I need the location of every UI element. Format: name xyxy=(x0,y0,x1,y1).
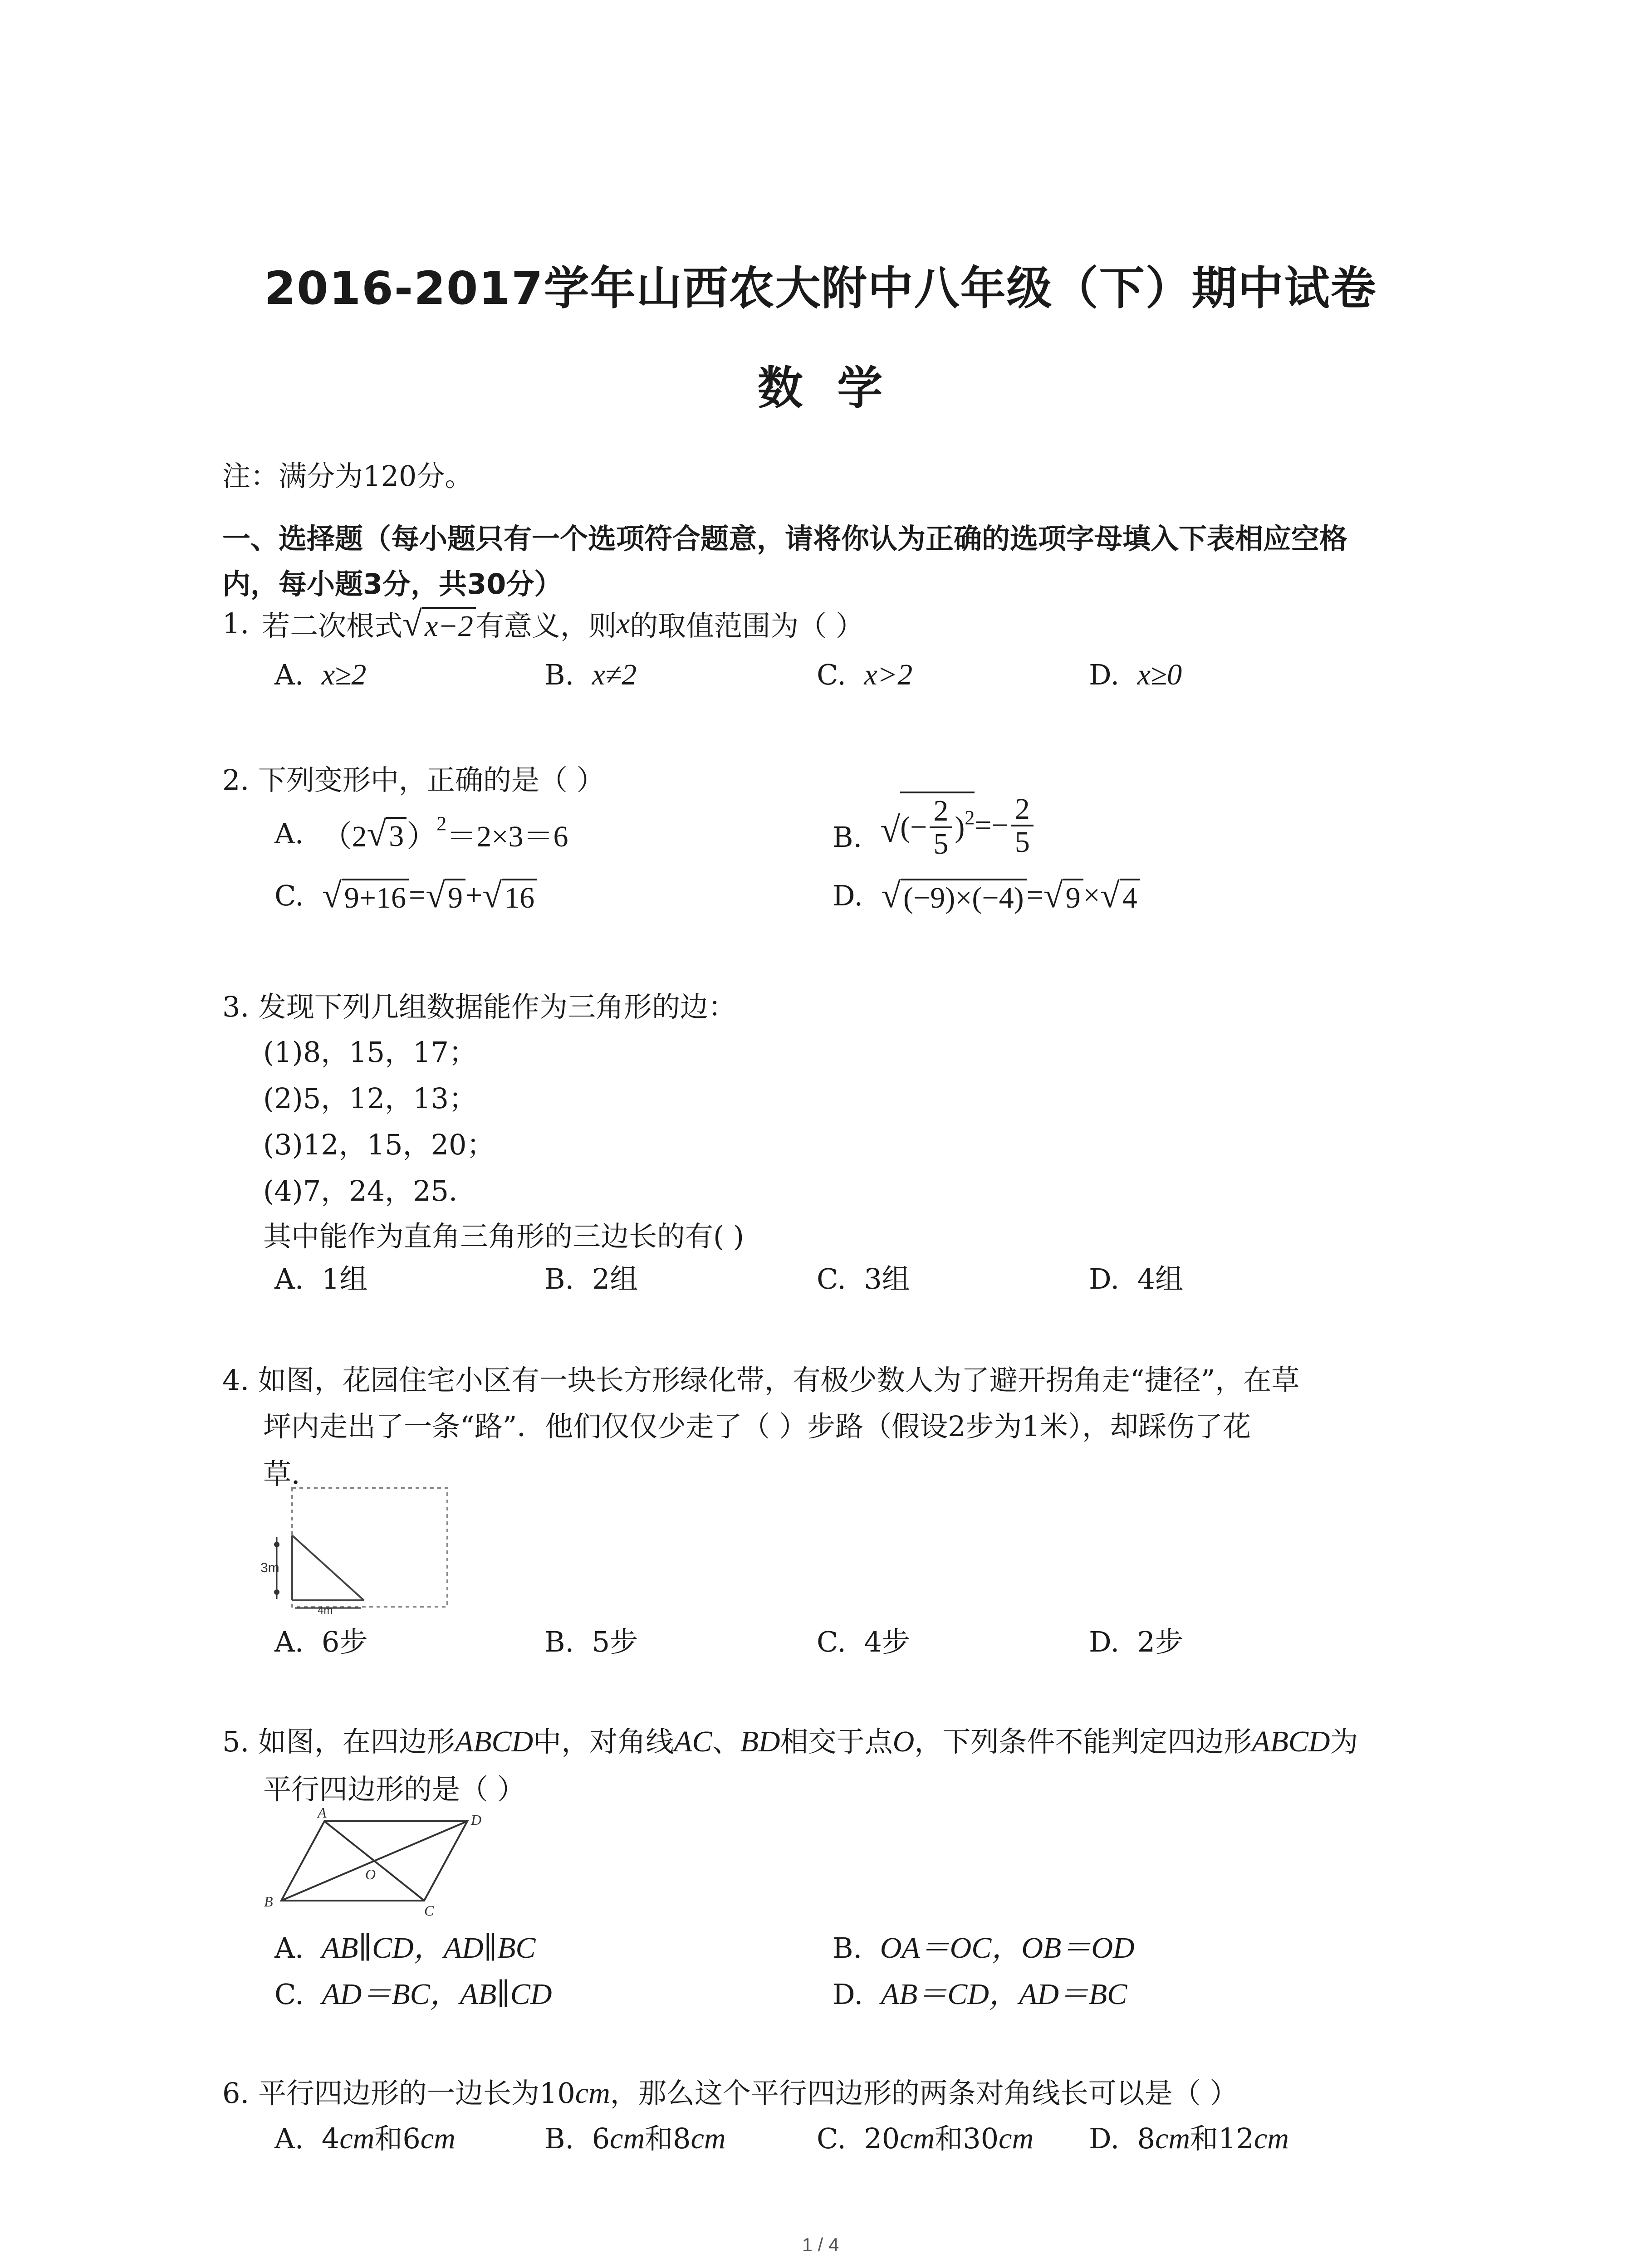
q1-var: x xyxy=(616,606,630,640)
q3-number: 3. xyxy=(222,990,250,1023)
q5-figure xyxy=(259,1804,504,1921)
q3-stem xyxy=(222,984,736,1025)
q4-line3: 草． xyxy=(263,1457,320,1491)
q4-figure xyxy=(259,1483,458,1615)
q4-option-b[interactable]: B. 5步 xyxy=(544,1625,638,1658)
q5-label-c: C xyxy=(424,1902,434,1919)
score-note: 注：满分为120分。 xyxy=(222,459,473,493)
q5-option-c[interactable]: C. AD＝BC，AB∥CD xyxy=(274,1978,552,2011)
q4-garden-rect xyxy=(292,1488,447,1607)
q3-group-4: (4)7，24，25． xyxy=(263,1174,477,1207)
q2-option-a[interactable]: A. （2 √ 3 ） $^2$ ＝2×3＝6 xyxy=(274,812,568,853)
q2-option-b[interactable]: B. √ (− $\frac{2}{5}$ ) $^2$ =− $\frac{2}{5}$ xyxy=(833,792,1036,860)
q3-question: 其中能作为直角三角形的三边长的有( ) xyxy=(263,1220,745,1253)
q1-text-c: 的取值范围为（ ） xyxy=(630,609,864,642)
q3-option-c[interactable]: C. 3组 xyxy=(817,1262,910,1295)
q2-option-d[interactable]: D. √ (−9)×(−4) = √ 9 × √ 4 xyxy=(833,878,1140,913)
q4-side-label: 3m xyxy=(260,1560,279,1575)
q4-option-d[interactable]: D. 2步 xyxy=(1089,1625,1184,1658)
subject-title: 数 学 xyxy=(757,362,884,415)
page-number: 1 / 4 xyxy=(802,2234,839,2255)
q6-number: 6. xyxy=(222,2077,250,2110)
q5-option-d[interactable]: D. AB＝CD，AD＝BC xyxy=(833,1978,1127,2011)
q5-label-o: O xyxy=(365,1866,376,1882)
q2-number: 2. xyxy=(222,763,250,797)
q3-option-b[interactable]: B. 2组 xyxy=(544,1262,638,1295)
q4-shortcut-path xyxy=(292,1535,364,1600)
q5-line2: 平行四边形的是（ ） xyxy=(263,1773,525,1806)
q4-option-c[interactable]: C. 4步 xyxy=(817,1625,910,1658)
q5-label-d: D xyxy=(471,1812,482,1828)
exam-title: 2016-2017学年山西农大附中八年级（下）期中试卷 xyxy=(264,262,1377,315)
q6-stem: 6. 平行四边形的一边长为10cm，那么这个平行四边形的两条对角线长可以是（ ） xyxy=(222,2077,1238,2110)
q1-number: 1. xyxy=(222,607,250,640)
q4-option-a[interactable]: A. 6步 xyxy=(274,1625,368,1658)
q3-option-d[interactable]: D. 4组 xyxy=(1089,1262,1184,1295)
q5-diagonal-bd xyxy=(281,1821,467,1901)
q6-option-c[interactable]: C. 20cm和30cm xyxy=(817,2122,1034,2155)
q2-option-c[interactable]: C. √ 9+16 = √ 9 + √ 16 xyxy=(274,878,537,913)
q4-number: 4. xyxy=(222,1364,250,1397)
section-heading-line1: 一、选择题（每小题只有一个选项符合题意，请将你认为正确的选项字母填入下表相应空格 xyxy=(222,522,1348,555)
q1-option-a[interactable]: A. x≥2 xyxy=(274,658,367,691)
q3-option-a[interactable]: A. 1组 xyxy=(274,1262,368,1295)
q1-radical: √ x−2 xyxy=(402,606,476,641)
q1-option-b[interactable]: B. x≠2 xyxy=(544,658,637,691)
q5-number: 5. xyxy=(222,1725,250,1758)
q1-stem xyxy=(222,603,864,644)
q2-text: 下列变形中，正确的是（ ） xyxy=(258,763,605,797)
q1-option-c[interactable]: C. x>2 xyxy=(817,658,913,691)
q6-option-b[interactable]: B. 6cm和8cm xyxy=(544,2122,726,2155)
q5-option-b[interactable]: B. OA＝OC，OB＝OD xyxy=(833,1931,1135,1965)
section-heading-line2: 内，每小题3分，共30分） xyxy=(222,567,563,601)
q1-text-a: 若二次根式 xyxy=(262,609,403,642)
q3-group-1: (1)8，15，17； xyxy=(263,1036,477,1069)
q4-bottom-label: 4m xyxy=(318,1604,333,1617)
q2-stem xyxy=(222,758,605,798)
q1-option-d[interactable]: D. x≥0 xyxy=(1089,658,1182,691)
q5-label-b: B xyxy=(264,1893,273,1910)
q1-text-b: 有意义，则 xyxy=(475,609,617,642)
q6-option-d[interactable]: D. 8cm和12cm xyxy=(1089,2122,1289,2155)
q4-line1: 4. 如图，花园住宅小区有一块长方形绿化带，有极少数人为了避开拐角走“捷径”，在草 xyxy=(222,1364,1300,1397)
q3-text: 发现下列几组数据能作为三角形的边： xyxy=(258,990,736,1023)
q5-label-a: A xyxy=(318,1804,327,1821)
q3-group-3: (3)12，15，20； xyxy=(263,1128,495,1161)
q6-option-a[interactable]: A. 4cm和6cm xyxy=(274,2122,456,2155)
q3-group-2: (2)5，12，13； xyxy=(263,1082,477,1115)
q4-line2: 坪内走出了一条“路”．他们仅仅少走了（ ）步路（假设2步为1米），却踩伤了花 xyxy=(263,1410,1251,1443)
q5-line1: 5. 如图，在四边形ABCD中，对角线AC、BD相交于点O，下列条件不能判定四边形ABCD为 xyxy=(222,1725,1358,1758)
q5-option-a[interactable]: A. AB∥CD，AD∥BC xyxy=(274,1931,536,1965)
